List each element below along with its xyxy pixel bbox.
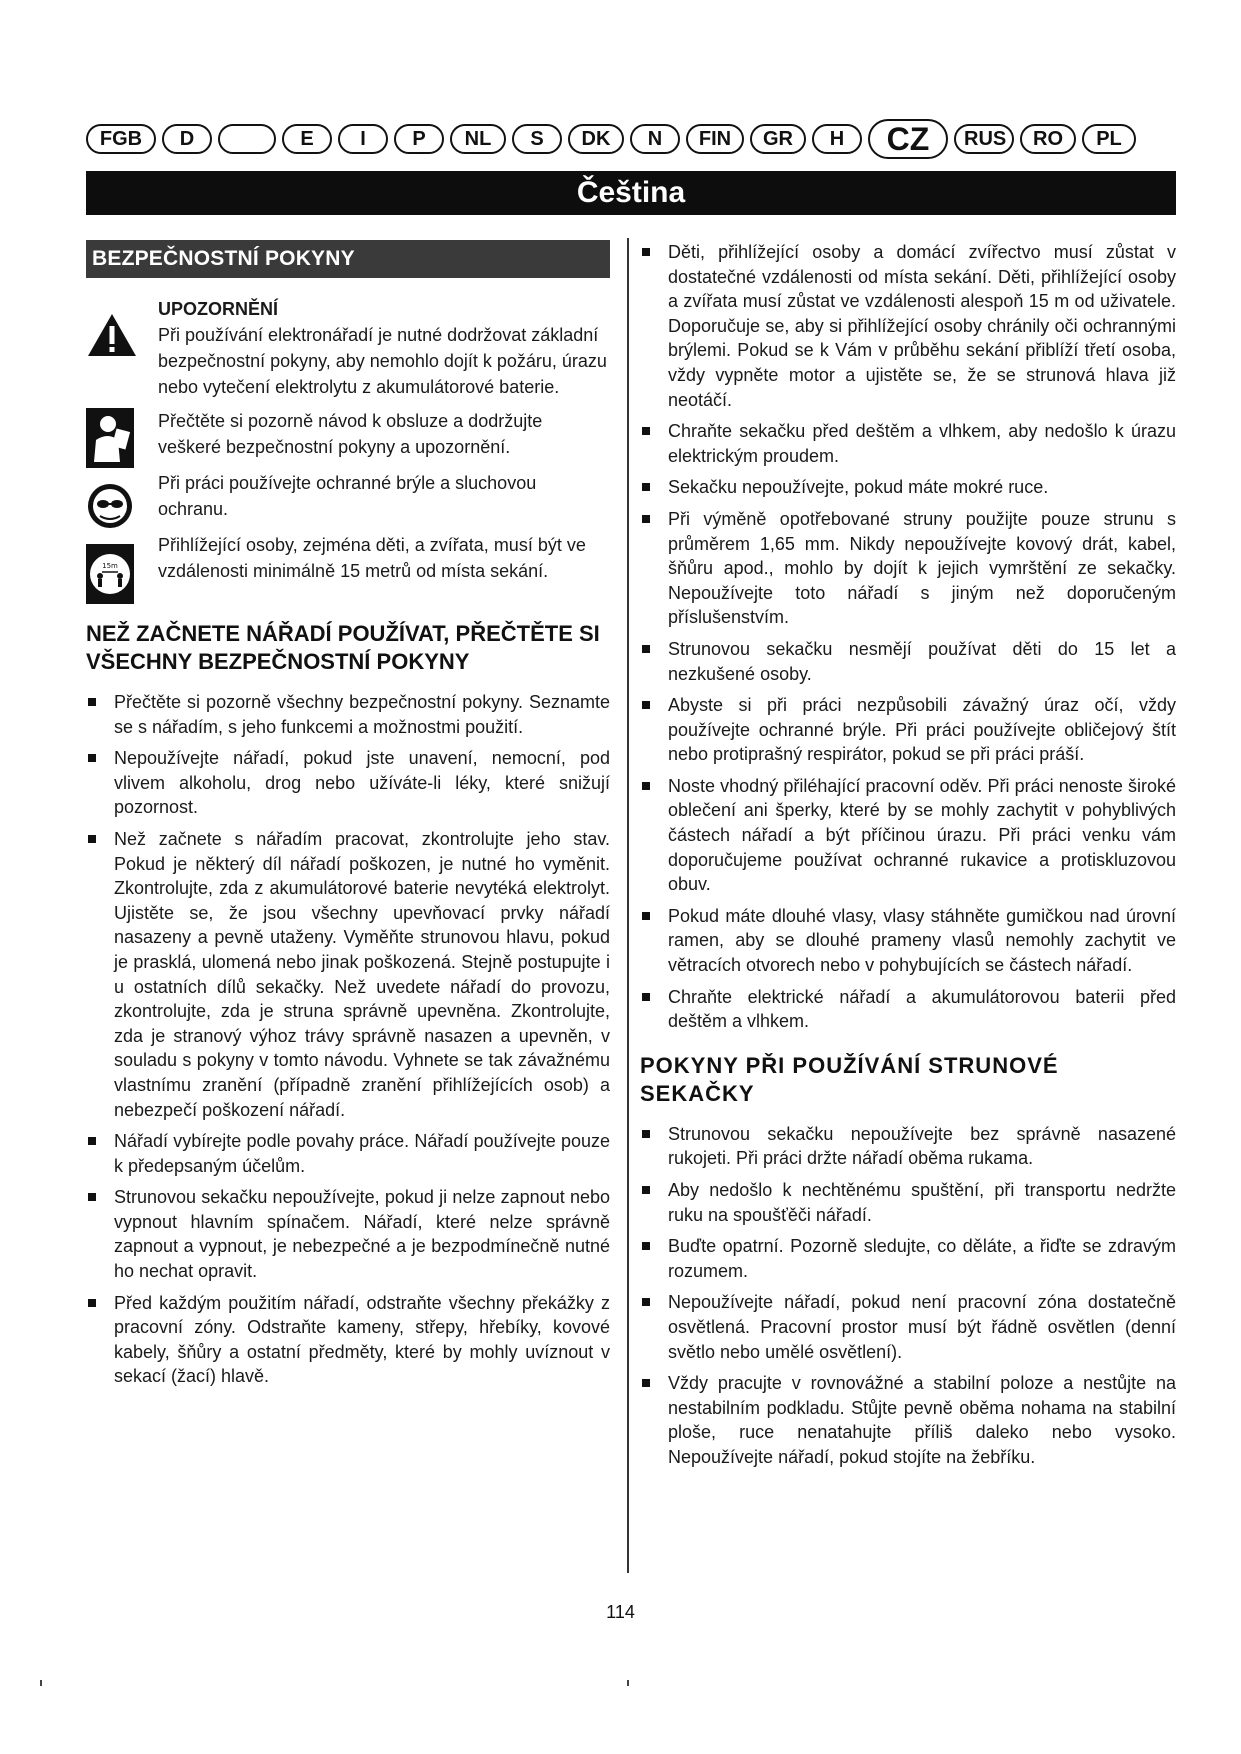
page-title: Čeština xyxy=(86,171,1176,215)
pictogram-text-protection: Při práci používejte ochranné brýle a sluchovou ochranu. xyxy=(158,473,537,519)
left-column xyxy=(86,240,610,1396)
read-manual-icon xyxy=(86,408,134,468)
subheading-trimmer-instructions: POKYNY PŘI POUŽÍVÁNÍ STRUNOVÉ SEKAČKY xyxy=(640,1052,1059,1106)
lang-tab-pl[interactable]: PL xyxy=(1082,124,1136,154)
lang-tab-ro[interactable]: RO xyxy=(1020,124,1076,154)
bullet-icon xyxy=(88,835,96,843)
bullet-icon xyxy=(642,1298,650,1306)
list-item: Strunovou sekačku nepoužívejte bez správně nasazené rukojeti. Při práci držte nářadí oběma rukama. xyxy=(640,1122,1176,1171)
bullet-icon xyxy=(642,993,650,1001)
subheading-read-instructions: NEŽ ZAČNETE NÁŘADÍ POUŽÍVAT, PŘEČTĚTE SI VŠECHNY BEZPEČNOSTNÍ POKYNY xyxy=(86,621,600,674)
list-item: Přečtěte si pozorně všechny bezpečnostní pokyny. Seznamte se s nářadím, s jeho funkcemi a možnostmi použití. xyxy=(86,690,610,739)
list-item: Noste vhodný přiléhající pracovní oděv. Při práci nenoste široké oblečení ani šperky, které by se mohly zachytit v pohyblivých částech nářadí a být příčinou úrazu. Při práci venku vám doporučujeme používat ochranné rukavice a protiskluzovou obuv. xyxy=(640,774,1176,897)
lang-tab-s[interactable]: S xyxy=(512,124,562,154)
bullet-icon xyxy=(642,1242,650,1250)
bullet-icon xyxy=(88,754,96,762)
warning-text xyxy=(158,296,610,400)
lang-tab-p[interactable]: P xyxy=(394,124,444,154)
lang-tab-rus[interactable]: RUS xyxy=(954,124,1014,154)
list-item: Než začnete s nářadím pracovat, zkontrolujte jeho stav. Pokud je některý díl nářadí poškozen, je nutné ho vyměnit. Zkontrolujte, zda z akumulátorové baterie nevytéká elektrolyt. Ujistěte se, že jsou všechny upevňovací prvky nářadí nasazeny a pevně utaženy. Vyměňte strunovou hlavu, pokud je prasklá, ulomená nebo jinak poškozená. Stejně postupujte i u ostatních dílů sekačky. Než uvedete nářadí do provozu, zkontrolujte, zda je struna správně upevněna. Zkontrolujte, zda je stranový výhoz trávy správně nasazen a upevněn, v souladu s pokyny v tomto návodu. Vyhnete se tak závažnému vlastnímu zranění (případně zranění přihlížejících osob) a nebezpečí poškození nářadí. xyxy=(86,827,610,1122)
list-item: Strunovou sekačku nesmějí používat děti do 15 let a nezkušené osoby. xyxy=(640,637,1176,686)
list-item: Sekačku nepoužívejte, pokud máte mokré ruce. xyxy=(640,475,1176,500)
pictogram-column xyxy=(86,408,158,610)
bullet-icon xyxy=(88,1299,96,1307)
bullet-icon xyxy=(642,1379,650,1387)
column-divider xyxy=(627,238,629,1573)
left-safety-list xyxy=(86,690,610,1389)
section-heading-safety: BEZPEČNOSTNÍ POKYNY xyxy=(86,240,610,278)
list-item: Strunovou sekačku nepoužívejte, pokud ji nelze zapnout nebo vypnout hlavním spínačem. Nářadí, které nelze správně zapnout a vypnout, je nebezpečné a je bezpodmínečně nutné ho nechat opravit. xyxy=(86,1185,610,1283)
list-item: Buďte opatrní. Pozorně sledujte, co děláte, a řiďte se zdravým rozumem. xyxy=(640,1234,1176,1283)
warning-block xyxy=(86,296,610,400)
bullet-icon xyxy=(642,1186,650,1194)
bullet-icon xyxy=(642,645,650,653)
warning-body: Při používání elektronářadí je nutné dodržovat základní bezpečnostní pokyny, aby nemohlo dojít k požáru, úrazu nebo vytečení elektrolytu z akumulátorové baterie. xyxy=(158,325,607,397)
bullet-icon xyxy=(642,483,650,491)
lang-tab-fin[interactable]: FIN xyxy=(686,124,744,154)
list-item: Před každým použitím nářadí, odstraňte všechny překážky z pracovní zóny. Odstraňte kameny, střepy, hřebíky, kovové kabely, šňůry a ostatní předměty, které by mohly uvíznout v sekací (žací) hlavě. xyxy=(86,1291,610,1389)
list-item: Abyste si při práci nezpůsobili závažný úraz očí, vždy používejte ochranné brýle. Při práci používejte obličejový štít nebo protiprašný respirátor, pokud se při práci práší. xyxy=(640,693,1176,767)
lang-tab-i[interactable]: I xyxy=(338,124,388,154)
keep-distance-icon xyxy=(86,544,134,604)
crop-mark xyxy=(627,1680,629,1686)
warning-title: UPOZORNĚNÍ xyxy=(158,299,279,319)
list-item: Nepoužívejte nářadí, pokud není pracovní zóna dostatečně osvětlená. Pracovní prostor musí být řádně osvětlen (denní světlo nebo umělé osvětlení). xyxy=(640,1290,1176,1364)
list-item: Chraňte elektrické nářadí a akumulátorovou baterii před deštěm a vlhkem. xyxy=(640,985,1176,1034)
right-safety-list xyxy=(640,240,1176,1034)
lang-tab-h[interactable]: H xyxy=(812,124,862,154)
list-item: Děti, přihlížející osoby a domácí zvířectvo musí zůstat v dostatečné vzdálenosti od místa sekání. Děti, přihlížející osoby a zvířata musí zůstat ve vzdálenosti alespoň 15 m od uživatele. Doporučuje se, aby si přihlížející osoby chránily oči ochrannými brýlemi. Pokud se k Vám v průběhu sekání přiblíží třetí osoba, vždy vypněte motor a ujistěte se, že se strunová hlava již neotáčí. xyxy=(640,240,1176,412)
bullet-icon xyxy=(642,1130,650,1138)
lang-tab-d[interactable]: D xyxy=(162,124,212,154)
language-tabs xyxy=(86,122,1176,156)
bullet-icon xyxy=(88,698,96,706)
list-item: Chraňte sekačku před deštěm a vlhkem, aby nedošlo k úrazu elektrickým proudem. xyxy=(640,419,1176,468)
list-item: Aby nedošlo k nechtěnému spuštění, při transportu nedržte ruku na spoušťěči nářadí. xyxy=(640,1178,1176,1227)
bullet-icon xyxy=(88,1193,96,1201)
lang-tab-f-gb[interactable]: FGB xyxy=(86,124,156,154)
right-column xyxy=(640,240,1176,1477)
bullet-icon xyxy=(642,912,650,920)
page-number: 114 xyxy=(606,1602,635,1622)
lang-tab-n[interactable]: N xyxy=(630,124,680,154)
list-item: Nářadí vybírejte podle povahy práce. Nářadí používejte pouze k předepsaným účelům. xyxy=(86,1129,610,1178)
list-item: Nepoužívejte nářadí, pokud jste unavení, nemocní, pod vlivem alkoholu, drog nebo užíváte-li léky, které snižují pozornost. xyxy=(86,746,610,820)
crop-mark xyxy=(40,1680,42,1686)
right-usage-list xyxy=(640,1122,1176,1470)
lang-tab-dk[interactable]: DK xyxy=(568,124,624,154)
list-item: Pokud máte dlouhé vlasy, vlasy stáhněte gumičkou nad úrovní ramen, aby se dlouhé prameny vlasů nemohly zachytit ve větracích otvorech nebo v pohybujících se částech nářadí. xyxy=(640,904,1176,978)
warning-triangle-icon xyxy=(86,296,158,400)
lang-tab-cz[interactable]: CZ xyxy=(868,119,948,159)
eye-ear-protection-icon xyxy=(86,478,134,538)
lang-tab-e[interactable]: E xyxy=(282,124,332,154)
list-item: Vždy pracujte v rovnovážné a stabilní poloze a nestůjte na nestabilním podkladu. Stůjte pevně oběma nohama na stabilní ploše, ruce nenatahujte příliš daleko nebo vysoko. Nepoužívejte nářadí, pokud stojíte na žebříku. xyxy=(640,1371,1176,1469)
bullet-icon xyxy=(642,515,650,523)
bullet-icon xyxy=(642,782,650,790)
pictogram-text-distance: Přihlížející osoby, zejména děti, a zvířata, musí být ve vzdálenosti minimálně 15 metrů od místa sekání. xyxy=(158,535,586,581)
lang-tab-blank[interactable] xyxy=(218,124,276,154)
lang-tab-nl[interactable]: NL xyxy=(450,124,506,154)
pictogram-block xyxy=(86,408,610,610)
pictogram-texts xyxy=(158,408,610,610)
bullet-icon xyxy=(642,701,650,709)
pictogram-text-manual: Přečtěte si pozorně návod k obsluze a dodržujte veškeré bezpečnostní pokyny a upozornění. xyxy=(158,411,543,457)
bullet-icon xyxy=(642,248,650,256)
lang-tab-gr[interactable]: GR xyxy=(750,124,806,154)
bullet-icon xyxy=(642,427,650,435)
bullet-icon xyxy=(88,1137,96,1145)
list-item: Při výměně opotřebované struny použijte pouze strunu s průměrem 1,65 mm. Nikdy nepoužívejte kovový drát, kabel, šňůru apod., mohlo by dojít k jejich vymrštění ze sekačky. Nepoužívejte toto nářadí s jiným než doporučeným příslušenstvím. xyxy=(640,507,1176,630)
svg-text:15m: 15m xyxy=(102,562,118,570)
